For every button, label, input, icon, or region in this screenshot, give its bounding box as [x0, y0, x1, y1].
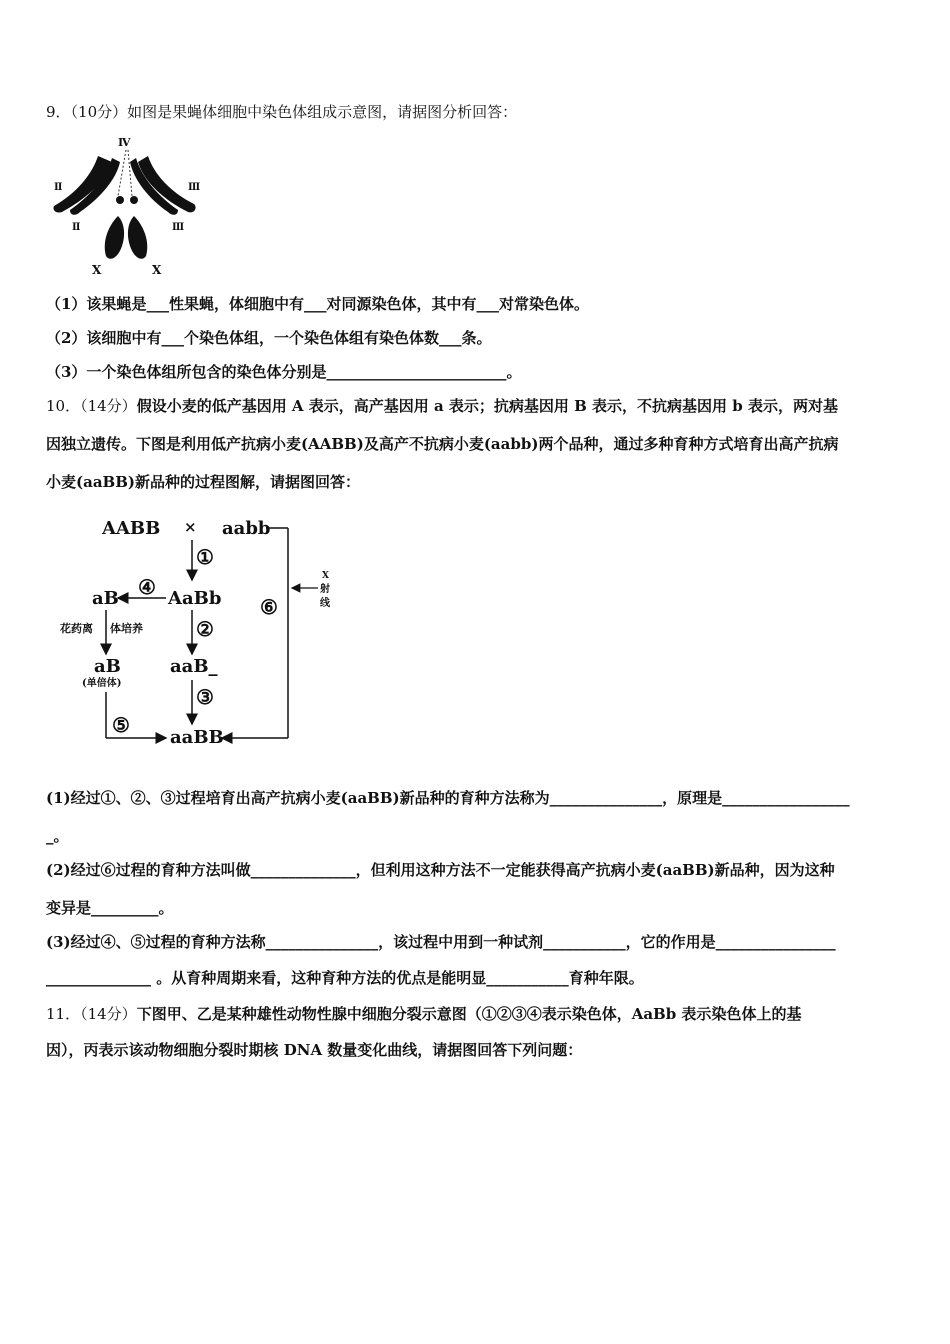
- step5-label: ⑤: [112, 713, 130, 737]
- final-aabb: aaBB: [170, 727, 224, 748]
- q10-sub1-line1: (1)经过①、②、③过程培育出高产抗病小麦(aaBB)新品种的育种方法称为_______________，原理是_________________: [46, 789, 850, 807]
- q9-sub3: （3）一个染色体组所包含的染色体分别是________________________。: [46, 363, 522, 381]
- chromosome-iv-left: [118, 150, 126, 196]
- parent-aabb: aabb: [222, 518, 271, 539]
- haploid-ab: aB: [94, 656, 121, 677]
- label-iv: Ⅳ: [118, 136, 131, 149]
- xray-char1: 射: [320, 584, 330, 595]
- step3-label: ③: [196, 685, 214, 709]
- q10-sub3-line2: ______________ 。从育种周期来看，这种育种方法的优点是能明显___________育种年限。: [46, 969, 644, 987]
- pollen-label-1: 花药离: [60, 622, 93, 635]
- chromosome-x-right: [128, 216, 147, 259]
- xray-x: X: [322, 571, 329, 581]
- step6-label: ⑥: [260, 595, 278, 619]
- f1-aabb: AaBb: [168, 588, 222, 609]
- chromosome-iv-right: [128, 150, 132, 196]
- q11-line2: 因），丙表示该动物细胞分裂时期核 DNA 数量变化曲线，请据图回答下列问题：: [46, 1041, 583, 1059]
- breeding-diagram: [56, 508, 346, 748]
- parent-aabb-top: AABB: [102, 518, 161, 539]
- q10-line1: 10．（14分）假设小麦的低产基因用 A 表示，高产基因用 a 表示；抗病基因用 B 表示，不抗病基因用 b 表示，两对基: [46, 397, 838, 415]
- gamete-ab: aB: [92, 588, 119, 609]
- q9-header: 9．（10分）如图是果蝇体细胞中染色体组成示意图，请据图分析回答：: [46, 103, 518, 121]
- q10-line3: 小麦(aaBB)新品种的过程图解，请据图回答：: [46, 473, 360, 491]
- label-iii-right: Ⅲ: [188, 182, 201, 193]
- q10-sub2-line2: 变异是_________。: [46, 899, 174, 917]
- label-x-left: X: [92, 263, 102, 277]
- q9-sub2: （2）该细胞中有___个染色体组，一个染色体组有染色体数___条。: [46, 329, 492, 347]
- chromosome-x-left: [105, 216, 124, 259]
- step2-label: ②: [196, 617, 214, 641]
- label-x-right: X: [152, 263, 162, 277]
- q10-sub1-line2: _。: [46, 827, 69, 845]
- q10-line2: 因独立遗传。下图是利用低产抗病小麦(AABB)及高产不抗病小麦(aabb)两个品种，通过多种育种方式培育出高产抗病: [46, 435, 839, 453]
- label-ii-left: Ⅱ: [54, 182, 63, 193]
- label-iii-right2: Ⅲ: [172, 222, 185, 233]
- q11-line1: 11．（14分）下图甲、乙是某种雄性动物性腺中细胞分裂示意图（①②③④表示染色体，AaBb 表示染色体上的基: [46, 1005, 802, 1023]
- cross-symbol: ×: [184, 518, 197, 536]
- haploid-note: (单倍体): [82, 678, 122, 689]
- xray-char2: 线: [320, 598, 330, 609]
- q10-sub3-line1: (3)经过④、⑤过程的育种方法称_______________，该过程中用到一种试剂___________，它的作用是________________: [46, 933, 836, 951]
- step1-label: ①: [196, 545, 214, 569]
- pollen-label-2: 体培养: [110, 622, 143, 635]
- step4-label: ④: [138, 575, 156, 599]
- label-ii-left2: Ⅱ: [72, 222, 81, 233]
- f2-aab: aaB_: [170, 656, 218, 677]
- chromosome-iv-dot-right: [130, 196, 138, 204]
- chromosome-iv-dot-left: [116, 196, 124, 204]
- q9-sub1: （1）该果蝇是___性果蝇，体细胞中有___对同源染色体，其中有___对常染色体。: [46, 295, 589, 313]
- q10-sub2-line1: (2)经过⑥过程的育种方法叫做______________，但利用这种方法不一定能获得高产抗病小麦(aaBB)新品种，因为这种: [46, 861, 835, 879]
- chromosome-figure: [48, 134, 210, 280]
